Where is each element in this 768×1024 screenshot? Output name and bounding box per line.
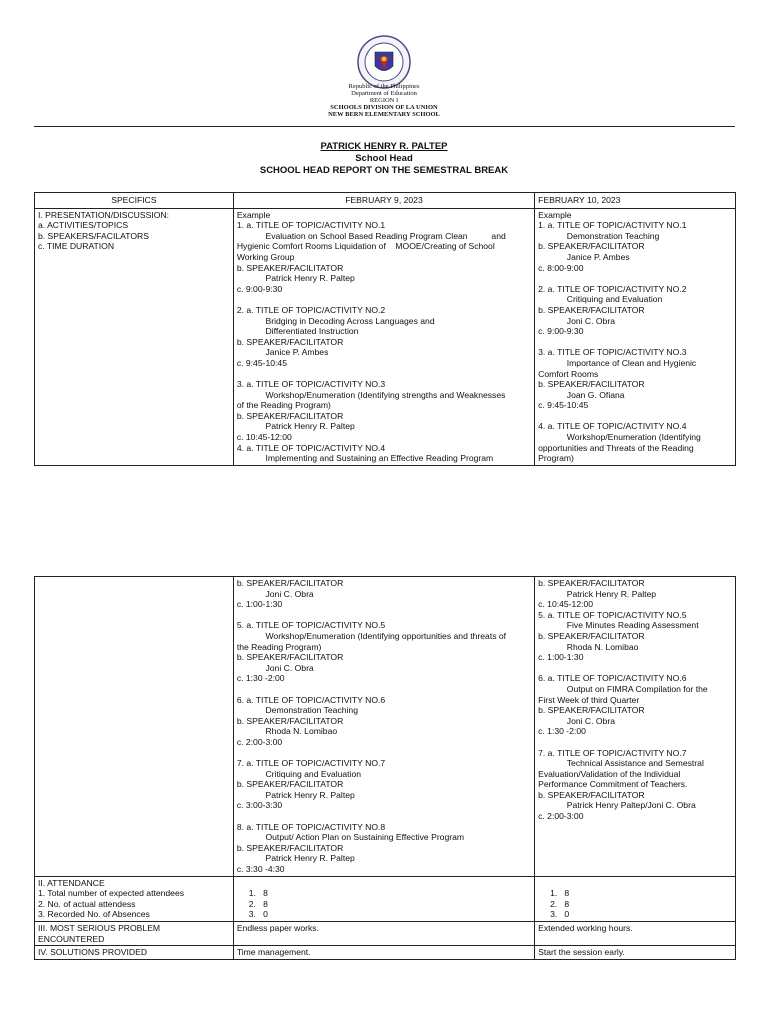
letterhead-school: NEW BERN ELEMENTARY SCHOOL [328,111,440,118]
letterhead [0,83,768,118]
report-table-page2 [34,576,736,960]
feb9-activities-cont: b. SPEAKER/FACILITATOR Joni C. Obra c. 1:00-1:30 5. a. TITLE OF TOPIC/ACTIVITY NO.5 Workshop/Enumeration (Identifying opportunities and threats of the Reading Program) b. SPEAKER/FACILITATOR Joni C. Obra c. 1:30 -2:00 6. a. TITLE OF TOPIC/ACTIVITY NO.6 Demonstration Teaching b. SPEAKER/FACILITATOR Rhoda N. Lomibao c. 2:00-3:00 7. a. TITLE OF TOPIC/ACTIVITY NO.7 Critiquing and Evaluation b. SPEAKER/FACILITATOR Patrick Henry R. Paltep c. 3:00-3:30 8. a. TITLE OF TOPIC/ACTIVITY NO.8 Output/ Action Plan on Sustaining Effective Program b. SPEAKER/FACILITATOR Patrick Henry R. Paltep c. 3:30 -4:30 [233,577,534,877]
header-specifics: SPECIFICS [35,193,234,209]
letterhead-department: Department of Education [351,90,417,97]
deped-seal-logo [357,35,411,89]
specifics-attendance: II. ATTENDANCE 1. Total number of expected attendees 2. No. of actual attendess 3. Recorded No. of Absences [35,876,234,921]
feb10-activities-cont: b. SPEAKER/FACILITATOR Patrick Henry R. Paltep c. 10:45-12:00 5. a. TITLE OF TOPIC/ACTIVITY NO.5 Five Minutes Reading Assessment b. SPEAKER/FACILITATOR Rhoda N. Lomibao c. 1:00-1:30 6. a. TITLE OF TOPIC/ACTIVITY NO.6 Output on FIMRA Compilation for the First Week of third Quarter b. SPEAKER/FACILITATOR Joni C. Obra c. 1:30 -2:00 7. a. TITLE OF TOPIC/ACTIVITY NO.7 Technical Assistance and Semestral Evaluation/Validation of the Individual Performance Commitment of Teachers. b. SPEAKER/FACILITATOR Patrick Henry Paltep/Joni C. Obra c. 2:00-3:00 [535,577,736,877]
header-feb10: FEBRUARY 10, 2023 [535,193,736,209]
school-head-role: School Head [355,153,413,164]
school-head-name: PATRICK HENRY R. PALTEP [320,141,448,152]
table-row [35,577,736,877]
report-table-page1 [34,192,736,466]
feb9-activities: Example 1. a. TITLE OF TOPIC/ACTIVITY NO.1 Evaluation on School Based Reading Program Clean and Hygienic Comfort Rooms Liquidation of MOOE/Creating of School Working Group b. SPEAKER/FACILITATOR Patrick Henry R. Paltep c. 9:00-9:30 2. a. TITLE OF TOPIC/ACTIVITY NO.2 Bridging in Decoding Across Languages and Differentiated Instruction b. SPEAKER/FACILITATOR Janice P. Ambes c. 9:45-10:45 3. a. TITLE OF TOPIC/ACTIVITY NO.3 Workshop/Enumeration (Identifying strengths and Weaknesses of the Reading Program) b. SPEAKER/FACILITATOR Patrick Henry R. Paltep c. 10:45-12:00 4. a. TITLE OF TOPIC/ACTIVITY NO.4 Implementing and Sustaining an Effective Reading Program [233,208,534,465]
letterhead-division: SCHOOLS DIVISION OF LA UNION [330,104,438,111]
letterhead-republic: Republic of the Philippines [348,83,420,90]
feb9-solutions: Time management. [233,946,534,960]
header-feb9: FEBRUARY 9, 2023 [233,193,534,209]
specifics-solutions: IV. SOLUTIONS PROVIDED [35,946,234,960]
letterhead-region: REGION I [369,97,399,104]
table-row [35,876,736,921]
table-row [35,208,736,465]
feb9-problem: Endless paper works. [233,922,534,946]
table-row [35,946,736,960]
report-title-block [0,141,768,177]
feb10-attendance: 1. 8 2. 8 3. 0 [535,876,736,921]
feb10-solutions: Start the session early. [535,946,736,960]
specifics-presentation: I. PRESENTATION/DISCUSSION: a. ACTIVITIES/TOPICS b. SPEAKERS/FACILATORS c. TIME DURATION [35,208,234,465]
feb9-attendance: 1. 8 2. 8 3. 0 [233,876,534,921]
table-row [35,922,736,946]
feb10-activities: Example 1. a. TITLE OF TOPIC/ACTIVITY NO.1 Demonstration Teaching b. SPEAKER/FACILITATOR Janice P. Ambes c. 8:00-9:00 2. a. TITLE OF TOPIC/ACTIVITY NO.2 Critiquing and Evaluation b. SPEAKER/FACILITATOR Joni C. Obra c. 9:00-9:30 3. a. TITLE OF TOPIC/ACTIVITY NO.3 Importance of Clean and Hygienic Comfort Rooms b. SPEAKER/FACILITATOR Joan G. Ofiana c. 9:45-10:45 4. a. TITLE OF TOPIC/ACTIVITY NO.4 Workshop/Enumeration (Identifying opportunities and Threats of the Reading Program) [535,208,736,465]
specifics-blank [35,577,234,877]
feb10-problem: Extended working hours. [535,922,736,946]
table-header-row [35,193,736,209]
report-title: SCHOOL HEAD REPORT ON THE SEMESTRAL BREAK [259,165,509,176]
specifics-problem: III. MOST SERIOUS PROBLEM ENCOUNTERED [35,922,234,946]
header-divider [34,126,735,127]
